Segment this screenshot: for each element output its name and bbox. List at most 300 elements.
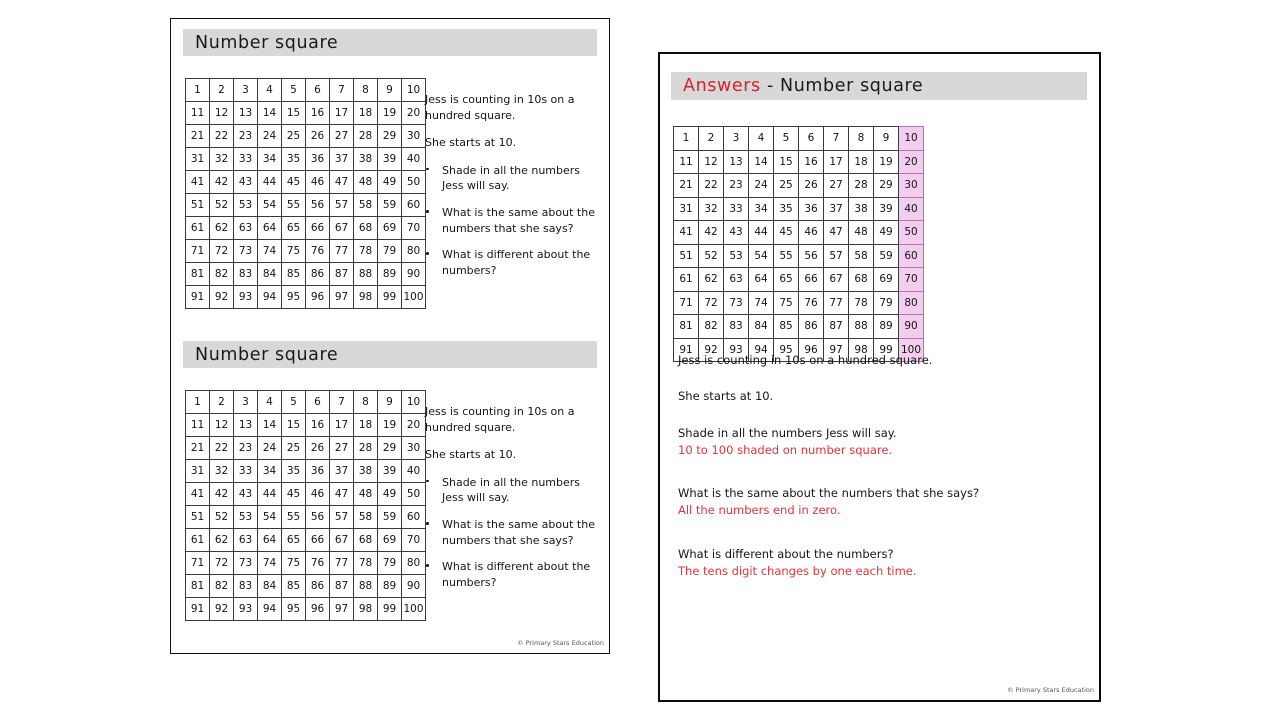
number-grid-cell: 56 <box>306 506 330 529</box>
number-grid-cell: 64 <box>258 529 282 552</box>
number-grid-cell: 10 <box>402 79 426 102</box>
number-grid-row <box>186 102 426 125</box>
number-grid-cell: 89 <box>378 263 402 286</box>
worksheet-text-block-2 <box>425 404 597 601</box>
number-grid-cell: 75 <box>774 291 799 315</box>
number-grid-row <box>186 194 426 217</box>
number-grid-cell: 27 <box>824 174 849 198</box>
number-grid-cell: 6 <box>306 391 330 414</box>
number-grid-cell: 92 <box>210 598 234 621</box>
number-grid-cell: 19 <box>874 150 899 174</box>
number-grid-cell: 9 <box>874 127 899 151</box>
number-grid-cell: 49 <box>378 171 402 194</box>
worksheet-heading-title-2: Number square <box>195 344 339 365</box>
number-grid-cell: 16 <box>306 414 330 437</box>
number-grid-cell: 11 <box>186 414 210 437</box>
number-grid-cell: 92 <box>210 286 234 309</box>
number-grid-cell: 73 <box>234 240 258 263</box>
number-grid-cell: 41 <box>186 483 210 506</box>
number-grid-cell: 61 <box>186 529 210 552</box>
number-grid-cell: 35 <box>282 148 306 171</box>
number-grid-cell: 83 <box>724 315 749 339</box>
number-grid-cell: 72 <box>699 291 724 315</box>
bullet-dot-icon <box>426 480 429 483</box>
number-grid-cell: 55 <box>282 506 306 529</box>
number-grid-cell: 52 <box>210 506 234 529</box>
number-grid-cell: 32 <box>210 148 234 171</box>
number-grid-cell: 97 <box>330 598 354 621</box>
number-grid-cell: 39 <box>378 460 402 483</box>
number-grid-cell: 78 <box>849 291 874 315</box>
number-grid-cell: 71 <box>186 552 210 575</box>
number-grid-cell: 34 <box>749 197 774 221</box>
number-grid-cell: 17 <box>330 102 354 125</box>
number-grid-cell: 44 <box>749 221 774 245</box>
worksheet-heading-band-2 <box>183 341 597 368</box>
number-grid-row <box>186 506 426 529</box>
number-grid-cell: 72 <box>210 240 234 263</box>
number-grid-cell: 88 <box>354 263 378 286</box>
number-grid-cell: 69 <box>378 529 402 552</box>
number-grid-cell: 94 <box>749 338 774 362</box>
number-grid-cell-shaded: 60 <box>899 244 924 268</box>
number-grid-cell: 72 <box>210 552 234 575</box>
number-grid-cell: 26 <box>306 437 330 460</box>
worksheet-page <box>170 18 610 654</box>
number-grid-cell: 7 <box>330 391 354 414</box>
number-grid-cell: 60 <box>402 506 426 529</box>
number-grid-cell: 85 <box>282 263 306 286</box>
number-grid-cell: 51 <box>186 506 210 529</box>
number-grid-cell: 28 <box>354 437 378 460</box>
number-grid-cell: 67 <box>330 217 354 240</box>
number-grid-cell: 87 <box>330 575 354 598</box>
number-grid-row <box>674 150 924 174</box>
number-grid-cell: 25 <box>282 125 306 148</box>
number-grid-cell: 23 <box>234 437 258 460</box>
number-grid-cell: 57 <box>330 194 354 217</box>
number-grid-cell: 36 <box>799 197 824 221</box>
number-grid-cell: 3 <box>234 391 258 414</box>
number-grid-cell: 86 <box>799 315 824 339</box>
number-grid-row <box>674 174 924 198</box>
number-grid-cell: 56 <box>306 194 330 217</box>
number-grid-cell: 23 <box>724 174 749 198</box>
number-grid-cell: 62 <box>699 268 724 292</box>
number-grid-cell: 48 <box>849 221 874 245</box>
worksheet-intro-line-1: Jess is counting in 10s on a hundred square. <box>425 405 575 434</box>
number-grid-cell: 19 <box>378 102 402 125</box>
number-grid-cell: 82 <box>699 315 724 339</box>
number-grid-cell: 13 <box>234 414 258 437</box>
number-grid-cell: 77 <box>330 552 354 575</box>
worksheet-bullet-list-2 <box>425 475 597 591</box>
number-grid-cell: 62 <box>210 217 234 240</box>
answers-question: Shade in all the numbers Jess will say. <box>678 425 897 440</box>
worksheet-bullet-item <box>425 247 597 278</box>
number-grid-cell: 61 <box>674 268 699 292</box>
number-grid-cell: 10 <box>402 391 426 414</box>
number-grid-cell: 27 <box>330 437 354 460</box>
number-grid-cell: 9 <box>378 79 402 102</box>
number-grid-cell: 81 <box>186 575 210 598</box>
number-grid-cell: 4 <box>258 79 282 102</box>
number-grid-cell: 13 <box>234 102 258 125</box>
number-grid-row <box>186 286 426 309</box>
number-grid-cell: 26 <box>799 174 824 198</box>
number-grid-cell: 25 <box>774 174 799 198</box>
worksheet-heading-band-1 <box>183 29 597 56</box>
number-grid-cell: 65 <box>282 217 306 240</box>
number-grid-cell: 87 <box>824 315 849 339</box>
number-grid-cell: 96 <box>306 286 330 309</box>
number-grid-cell-shaded: 40 <box>899 197 924 221</box>
worksheet-bullet-item <box>425 517 597 548</box>
number-grid-cell: 84 <box>749 315 774 339</box>
number-grid-cell: 83 <box>234 263 258 286</box>
number-grid-cell: 34 <box>258 460 282 483</box>
worksheet-intro-line-1: Jess is counting in 10s on a hundred square. <box>425 93 575 122</box>
number-grid-cell: 22 <box>210 437 234 460</box>
number-grid-row <box>186 125 426 148</box>
number-grid-cell: 14 <box>258 102 282 125</box>
number-grid-cell: 38 <box>354 148 378 171</box>
answers-qa-pair <box>678 546 1078 581</box>
answers-question: What is the same about the numbers that she says? <box>678 486 980 500</box>
number-grid-cell: 46 <box>799 221 824 245</box>
number-grid-cell: 8 <box>354 79 378 102</box>
number-grid-cell: 41 <box>674 221 699 245</box>
number-grid-cell: 92 <box>699 338 724 362</box>
number-grid-cell: 96 <box>799 338 824 362</box>
number-grid-cell: 19 <box>378 414 402 437</box>
number-grid-cell: 74 <box>749 291 774 315</box>
worksheet-text-block-1 <box>425 92 597 289</box>
number-grid-cell: 70 <box>402 529 426 552</box>
answers-heading-rest: - Number square <box>760 76 924 96</box>
number-square-grid-2 <box>185 390 426 621</box>
number-grid-cell: 44 <box>258 483 282 506</box>
number-grid-cell: 18 <box>354 414 378 437</box>
number-grid-cell: 3 <box>724 127 749 151</box>
number-grid-cell: 40 <box>402 148 426 171</box>
number-grid-cell: 88 <box>354 575 378 598</box>
number-grid-cell: 91 <box>186 598 210 621</box>
number-grid-row <box>186 217 426 240</box>
number-grid-cell: 7 <box>330 79 354 102</box>
number-grid-cell: 97 <box>824 338 849 362</box>
number-grid-cell: 12 <box>699 150 724 174</box>
bullet-dot-icon <box>426 252 429 255</box>
answers-qa-pair <box>678 485 1078 520</box>
number-grid-cell: 24 <box>749 174 774 198</box>
number-grid-row <box>186 148 426 171</box>
number-grid-row <box>186 437 426 460</box>
number-grid-cell: 76 <box>306 240 330 263</box>
number-grid-cell: 99 <box>378 286 402 309</box>
number-grid-cell-shaded: 30 <box>899 174 924 198</box>
worksheet-bullet-text: What is different about the numbers? <box>442 560 591 589</box>
number-grid-cell: 44 <box>258 171 282 194</box>
number-grid-cell: 68 <box>354 529 378 552</box>
number-grid-cell: 88 <box>849 315 874 339</box>
number-grid-cell: 99 <box>378 598 402 621</box>
number-grid-cell: 61 <box>186 217 210 240</box>
number-grid-cell: 81 <box>186 263 210 286</box>
number-grid-row <box>186 575 426 598</box>
number-grid-cell: 65 <box>774 268 799 292</box>
number-grid-cell: 45 <box>282 483 306 506</box>
number-grid-cell: 54 <box>258 194 282 217</box>
number-grid-cell: 68 <box>849 268 874 292</box>
number-grid-row <box>186 460 426 483</box>
number-grid-container-1 <box>185 78 426 309</box>
number-grid-cell: 43 <box>234 483 258 506</box>
number-grid-row <box>186 240 426 263</box>
answers-heading-title <box>683 76 923 96</box>
number-grid-cell: 80 <box>402 552 426 575</box>
number-grid-cell: 84 <box>258 263 282 286</box>
number-grid-cell: 22 <box>210 125 234 148</box>
number-grid-row <box>674 268 924 292</box>
number-grid-cell: 54 <box>749 244 774 268</box>
number-grid-cell-shaded: 70 <box>899 268 924 292</box>
number-grid-cell: 42 <box>699 221 724 245</box>
number-grid-cell: 90 <box>402 575 426 598</box>
number-grid-cell: 63 <box>234 217 258 240</box>
number-grid-cell: 43 <box>234 171 258 194</box>
number-grid-cell: 1 <box>186 391 210 414</box>
number-grid-cell: 49 <box>874 221 899 245</box>
number-grid-cell: 85 <box>282 575 306 598</box>
number-grid-cell: 18 <box>849 150 874 174</box>
number-grid-row <box>674 244 924 268</box>
number-grid-cell: 53 <box>234 194 258 217</box>
number-grid-cell: 66 <box>799 268 824 292</box>
number-grid-row <box>186 483 426 506</box>
number-grid-cell: 37 <box>330 148 354 171</box>
number-grid-row <box>674 315 924 339</box>
number-grid-cell: 33 <box>234 460 258 483</box>
number-grid-cell: 91 <box>674 338 699 362</box>
number-grid-cell: 22 <box>699 174 724 198</box>
number-grid-cell: 95 <box>774 338 799 362</box>
answer-number-square-grid <box>673 126 924 362</box>
number-grid-cell: 71 <box>186 240 210 263</box>
number-grid-cell: 24 <box>258 125 282 148</box>
number-grid-cell: 14 <box>749 150 774 174</box>
number-grid-cell: 75 <box>282 240 306 263</box>
number-grid-cell: 29 <box>874 174 899 198</box>
number-grid-cell: 3 <box>234 79 258 102</box>
answers-intro-line-1: Jess is counting in 10s on a hundred square. <box>678 353 933 367</box>
number-grid-cell: 63 <box>724 268 749 292</box>
number-grid-cell: 77 <box>824 291 849 315</box>
number-grid-cell-shaded: 20 <box>899 150 924 174</box>
number-grid-cell: 74 <box>258 552 282 575</box>
number-grid-cell: 34 <box>258 148 282 171</box>
number-grid-cell: 93 <box>724 338 749 362</box>
number-grid-cell: 17 <box>330 414 354 437</box>
number-grid-row <box>186 391 426 414</box>
number-grid-cell: 30 <box>402 437 426 460</box>
worksheet-bullet-text: Shade in all the numbers Jess will say. <box>442 475 581 505</box>
number-grid-cell: 5 <box>774 127 799 151</box>
number-grid-cell: 68 <box>354 217 378 240</box>
number-grid-row <box>186 79 426 102</box>
number-grid-cell: 63 <box>234 529 258 552</box>
number-grid-cell: 6 <box>799 127 824 151</box>
number-grid-cell: 5 <box>282 391 306 414</box>
number-grid-row <box>186 171 426 194</box>
number-grid-cell: 73 <box>234 552 258 575</box>
number-grid-row <box>674 291 924 315</box>
answer-grid-container <box>673 126 924 362</box>
grid-body-answers <box>674 127 924 362</box>
number-grid-cell: 33 <box>724 197 749 221</box>
number-grid-cell: 55 <box>774 244 799 268</box>
number-grid-cell: 4 <box>258 391 282 414</box>
number-grid-cell: 95 <box>282 286 306 309</box>
number-grid-cell: 2 <box>210 79 234 102</box>
number-grid-cell: 73 <box>724 291 749 315</box>
number-grid-cell: 89 <box>378 575 402 598</box>
number-grid-cell: 79 <box>378 240 402 263</box>
number-grid-cell: 21 <box>186 437 210 460</box>
answers-answer: The tens digit changes by one each time. <box>678 563 917 578</box>
number-grid-cell: 58 <box>849 244 874 268</box>
worksheet-heading-title-1: Number square <box>195 32 339 53</box>
number-grid-cell: 21 <box>186 125 210 148</box>
number-grid-cell: 58 <box>354 506 378 529</box>
number-grid-cell: 5 <box>282 79 306 102</box>
number-grid-cell: 42 <box>210 171 234 194</box>
number-grid-cell: 33 <box>234 148 258 171</box>
number-grid-cell: 84 <box>258 575 282 598</box>
number-grid-cell: 4 <box>749 127 774 151</box>
number-grid-cell: 2 <box>210 391 234 414</box>
number-grid-cell: 67 <box>330 529 354 552</box>
number-grid-cell: 79 <box>378 552 402 575</box>
number-grid-cell: 90 <box>402 263 426 286</box>
answers-text-block <box>678 352 1078 599</box>
number-grid-cell: 23 <box>234 125 258 148</box>
number-grid-cell: 37 <box>330 460 354 483</box>
bullet-dot-icon <box>426 168 429 171</box>
number-grid-cell: 59 <box>378 506 402 529</box>
number-grid-cell: 98 <box>354 598 378 621</box>
bullet-dot-icon <box>426 210 429 213</box>
number-grid-cell: 52 <box>699 244 724 268</box>
number-grid-cell: 94 <box>258 286 282 309</box>
number-grid-cell: 39 <box>874 197 899 221</box>
number-grid-cell: 28 <box>354 125 378 148</box>
number-grid-cell: 69 <box>378 217 402 240</box>
number-grid-cell: 17 <box>824 150 849 174</box>
number-grid-cell: 16 <box>306 102 330 125</box>
number-grid-cell: 7 <box>824 127 849 151</box>
number-grid-cell: 91 <box>186 286 210 309</box>
number-grid-cell: 46 <box>306 171 330 194</box>
number-grid-cell: 50 <box>402 171 426 194</box>
number-grid-cell: 14 <box>258 414 282 437</box>
number-grid-cell: 85 <box>774 315 799 339</box>
number-grid-cell: 49 <box>378 483 402 506</box>
number-grid-cell: 55 <box>282 194 306 217</box>
number-grid-cell: 47 <box>330 483 354 506</box>
worksheet-bullet-text: What is the same about the numbers that she says? <box>442 518 595 547</box>
number-grid-cell: 32 <box>210 460 234 483</box>
number-grid-cell: 54 <box>258 506 282 529</box>
number-square-grid-1 <box>185 78 426 309</box>
number-grid-cell: 29 <box>378 437 402 460</box>
number-grid-cell: 8 <box>849 127 874 151</box>
number-grid-cell: 51 <box>186 194 210 217</box>
bullet-dot-icon <box>426 564 429 567</box>
number-grid-cell-shaded: 80 <box>899 291 924 315</box>
number-grid-cell: 9 <box>378 391 402 414</box>
worksheet-bullet-item <box>425 163 597 194</box>
number-grid-cell: 87 <box>330 263 354 286</box>
number-grid-cell: 1 <box>674 127 699 151</box>
number-grid-cell: 64 <box>749 268 774 292</box>
number-grid-cell: 67 <box>824 268 849 292</box>
number-grid-cell: 27 <box>330 125 354 148</box>
number-grid-cell: 31 <box>674 197 699 221</box>
number-grid-cell: 21 <box>674 174 699 198</box>
number-grid-cell: 64 <box>258 217 282 240</box>
number-grid-cell: 28 <box>849 174 874 198</box>
answers-question: What is different about the numbers? <box>678 546 894 561</box>
worksheet-bullet-item <box>425 475 597 506</box>
number-grid-cell: 53 <box>234 506 258 529</box>
number-grid-row <box>186 414 426 437</box>
worksheet-bullet-text: Shade in all the numbers Jess will say. <box>442 163 581 193</box>
number-grid-cell: 50 <box>402 483 426 506</box>
number-grid-cell: 36 <box>306 148 330 171</box>
number-grid-cell: 40 <box>402 460 426 483</box>
number-grid-cell: 1 <box>186 79 210 102</box>
number-grid-cell: 78 <box>354 240 378 263</box>
worksheet-bullet-item <box>425 205 597 236</box>
number-grid-cell: 13 <box>724 150 749 174</box>
answers-answer: All the numbers end in zero. <box>678 503 841 518</box>
number-grid-cell: 6 <box>306 79 330 102</box>
number-grid-cell: 30 <box>402 125 426 148</box>
number-grid-container-2 <box>185 390 426 621</box>
number-grid-cell: 11 <box>674 150 699 174</box>
number-grid-cell: 71 <box>674 291 699 315</box>
answers-qa-pair <box>678 425 1078 460</box>
number-grid-cell: 98 <box>849 338 874 362</box>
number-grid-cell: 15 <box>282 102 306 125</box>
number-grid-cell: 82 <box>210 263 234 286</box>
number-grid-cell: 59 <box>378 194 402 217</box>
number-grid-cell: 16 <box>799 150 824 174</box>
number-grid-cell: 31 <box>186 460 210 483</box>
number-grid-cell: 70 <box>402 217 426 240</box>
number-grid-cell: 48 <box>354 483 378 506</box>
number-grid-cell: 56 <box>799 244 824 268</box>
number-grid-cell: 42 <box>210 483 234 506</box>
number-grid-cell-shaded: 90 <box>899 315 924 339</box>
number-grid-cell: 25 <box>282 437 306 460</box>
number-grid-cell: 45 <box>282 171 306 194</box>
number-grid-cell: 78 <box>354 552 378 575</box>
number-grid-cell: 65 <box>282 529 306 552</box>
worksheet-bullet-item <box>425 559 597 590</box>
number-grid-cell: 59 <box>874 244 899 268</box>
